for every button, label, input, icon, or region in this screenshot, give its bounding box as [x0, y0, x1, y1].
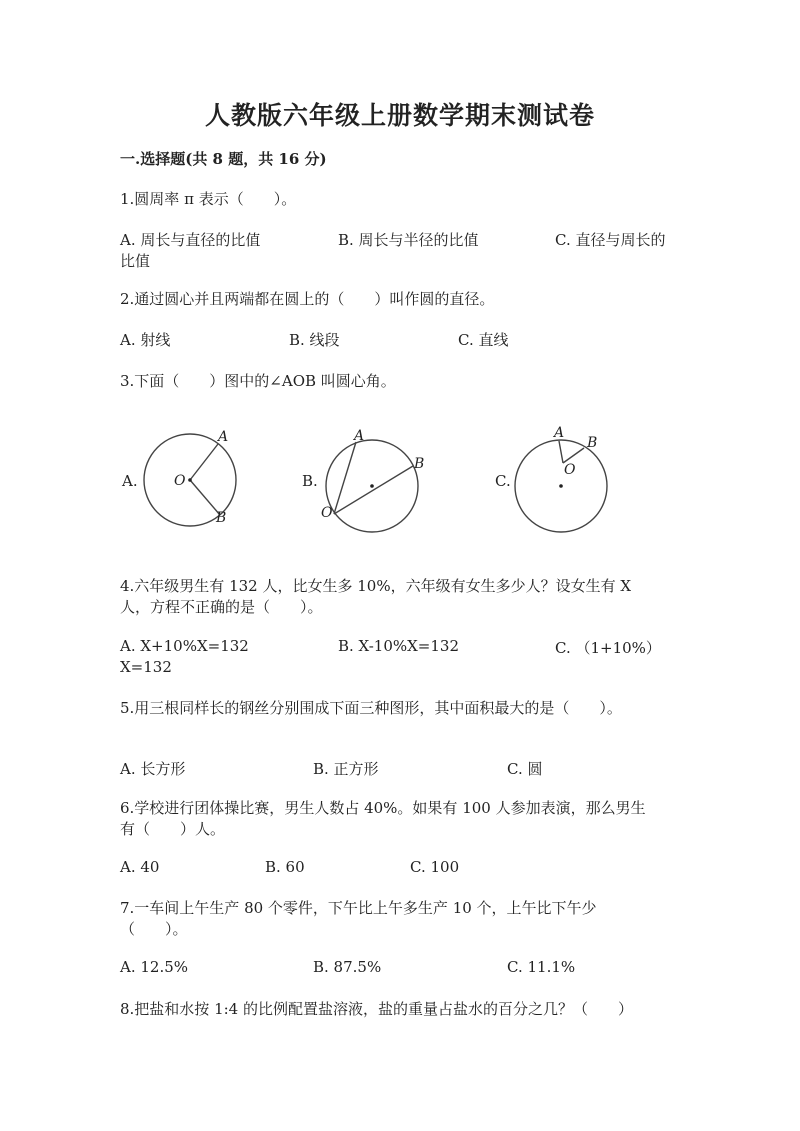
question-5-option-c: C. 圆 — [507, 760, 543, 778]
question-4-option-c: C. （1+10%） — [555, 639, 661, 657]
figure-b-o-label: O — [321, 505, 333, 521]
figure-c-a-label: A — [554, 425, 565, 441]
question-4-stem-line1: 4.六年级男生有 132 人，比女生多 10%，六年级有女生多少人？设女生有 X — [120, 577, 632, 595]
question-1-option-b: B. 周长与半径的比值 — [338, 231, 479, 249]
question-4-stem-line2: 人，方程不正确的是（ ）。 — [120, 598, 323, 616]
question-4-option-b: B. X-10%X=132 — [338, 637, 459, 655]
figure-b-center-dot — [370, 484, 374, 488]
question-3-stem: 3.下面（ ）图中的∠AOB 叫圆心角。 — [120, 372, 396, 390]
figure-c-segment-oa — [559, 441, 563, 463]
figure-b — [302, 428, 424, 532]
question-4-option-a: A. X+10%X=132 — [120, 637, 249, 655]
question-2-option-b: B. 线段 — [289, 331, 340, 349]
question-3-figures — [0, 420, 800, 540]
section-heading: 一.选择题(共 8 题，共 16 分) — [120, 150, 327, 168]
figure-c-segment-ob — [563, 448, 584, 463]
question-1-option-a: A. 周长与直径的比值 — [120, 231, 261, 249]
figure-c — [495, 425, 607, 532]
question-1-stem: 1.圆周率 π 表示（ ）。 — [120, 190, 297, 208]
question-7-option-a: A. 12.5% — [120, 958, 189, 976]
figure-c-label: C. — [495, 472, 511, 490]
question-2-option-a: A. 射线 — [120, 331, 171, 349]
figure-c-b-label: B — [587, 435, 598, 451]
question-5-option-a: A. 长方形 — [120, 760, 186, 778]
question-7-option-b: B. 87.5% — [313, 958, 382, 976]
question-7-option-c: C. 11.1% — [507, 958, 576, 976]
question-2-stem: 2.通过圆心并且两端都在圆上的（ ）叫作圆的直径。 — [120, 290, 495, 308]
figure-a — [121, 429, 236, 526]
question-2-option-c: C. 直线 — [458, 331, 509, 349]
figure-a-label: A. — [122, 472, 138, 490]
page-title: 人教版六年级上册数学期末测试卷 — [204, 101, 595, 130]
question-6-option-b: B. 60 — [265, 858, 305, 876]
question-6-option-a: A. 40 — [120, 858, 160, 876]
question-8-stem: 8.把盐和水按 1:4 的比例配置盐溶液，盐的重量占盐水的百分之几？（ ） — [120, 1000, 633, 1018]
figure-b-b-label: B — [414, 456, 425, 472]
question-1-option-c-cont: 比值 — [120, 252, 151, 270]
question-7-stem-line2: （ ）。 — [120, 920, 188, 938]
figure-a-a-label: A — [218, 429, 229, 445]
question-5-option-b: B. 正方形 — [313, 760, 379, 778]
figure-b-label: B. — [302, 472, 318, 490]
figure-a-o-label: O — [174, 473, 186, 489]
question-6-stem-line2: 有（ ）人。 — [120, 820, 226, 838]
question-6-option-c: C. 100 — [410, 858, 460, 876]
figure-a-center-dot — [188, 478, 192, 482]
question-5-stem: 5.用三根同样长的钢丝分别围成下面三种图形，其中面积最大的是（ ）。 — [120, 699, 622, 717]
question-1-option-c: C. 直径与周长的 — [555, 231, 666, 249]
question-7-stem-line1: 7.一车间上午生产 80 个零件，下午比上午多生产 10 个，上午比下午少 — [120, 899, 597, 917]
question-4-option-c-cont: X=132 — [120, 658, 172, 676]
figure-a-b-label: B — [216, 510, 227, 526]
figure-c-o-label: O — [564, 462, 576, 478]
question-6-stem-line1: 6.学校进行团体操比赛，男生人数占 40%。如果有 100 人参加表演，那么男生 — [120, 799, 646, 817]
figure-b-a-label: A — [354, 428, 365, 444]
figure-c-center-dot — [559, 484, 563, 488]
figure-a-radius-oa — [190, 444, 218, 480]
